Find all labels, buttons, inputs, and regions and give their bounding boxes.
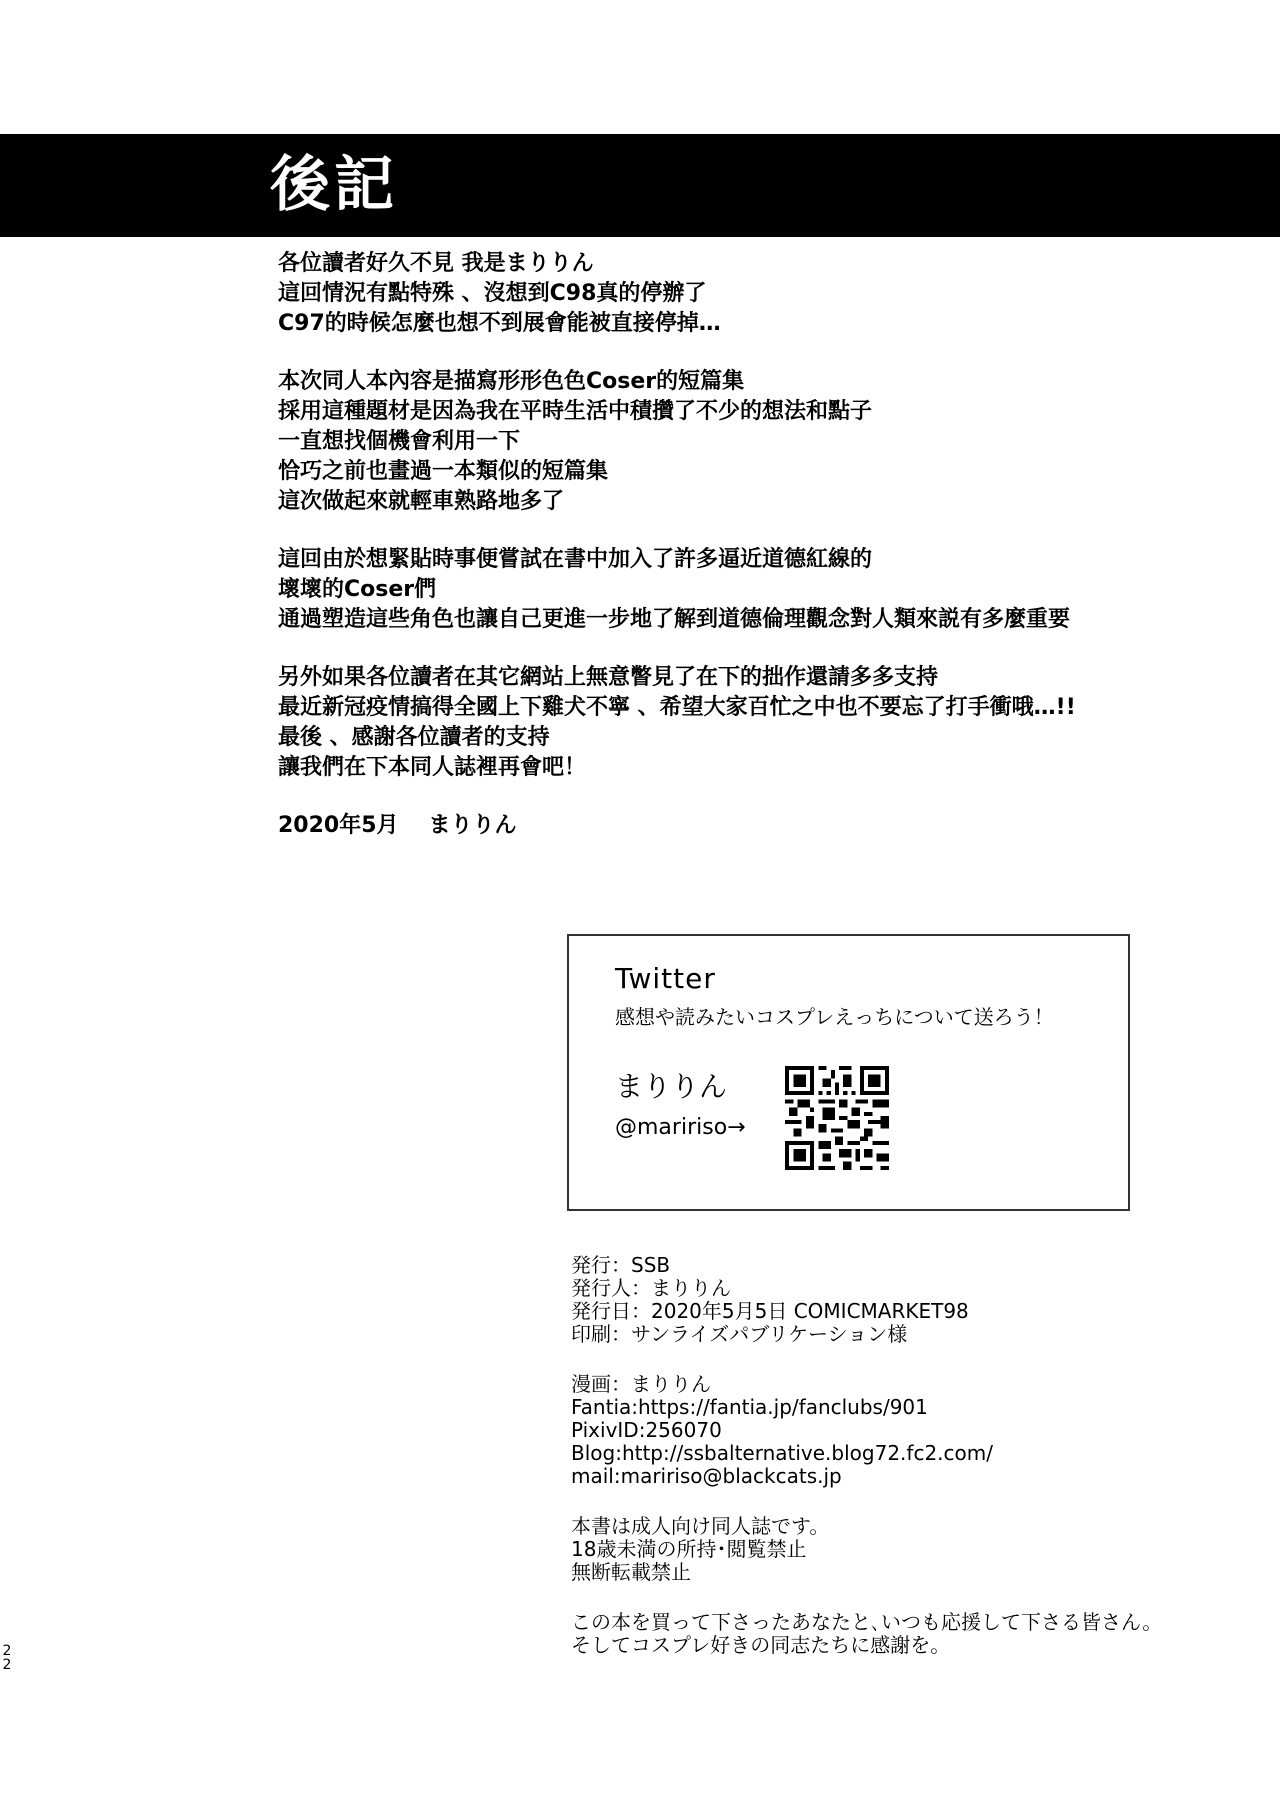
afterword-paragraph bbox=[278, 663, 1238, 783]
afterword-line: 這次做起來就輕車熟路地多了 bbox=[278, 489, 565, 514]
afterword-body bbox=[278, 249, 1238, 841]
twitter-subtitle: 感想や読みたいコスプレえっちについて送ろう！ bbox=[615, 1005, 1054, 1029]
afterword-paragraph bbox=[278, 367, 1238, 517]
afterword-line: C97的時候怎麼也想不到展會能被直接停掉… bbox=[278, 311, 721, 336]
colophon-line: この本を買って下さったあなたと､いつも応援して下さる皆さん。 bbox=[571, 1610, 1163, 1634]
afterword-line: 一直想找個機會利用一下 bbox=[278, 429, 521, 454]
fantia-link[interactable]: Fantia:https://fantia.jp/fanclubs/901 bbox=[571, 1395, 928, 1419]
afterword-line: 這回情況有點特殊 、沒想到C98真的停辦了 bbox=[278, 281, 707, 306]
afterword-line: 採用這種題材是因為我在平時生活中積攢了不少的想法和點子 bbox=[278, 399, 873, 424]
colophon-line: 18歳未満の所持･閲覧禁止 bbox=[571, 1537, 807, 1561]
colophon-line: 発行人：まりりん bbox=[571, 1276, 731, 1300]
afterword-line: 本次同人本內容是描寫形形色色Coser的短篇集 bbox=[278, 369, 745, 394]
pixiv-id: PixivID:256070 bbox=[571, 1418, 722, 1442]
adult-notice bbox=[571, 1515, 1251, 1584]
mail-link[interactable]: mail:maririso@blackcats.jp bbox=[571, 1464, 842, 1488]
afterword-line: 各位讀者好久不見 我是まりりん bbox=[278, 251, 594, 276]
colophon-line: 無断転載禁止 bbox=[571, 1560, 691, 1584]
colophon-line: 発行日：2020年5月5日 COMICMARKET98 bbox=[571, 1299, 969, 1323]
signature-author: まりりん bbox=[428, 813, 517, 838]
afterword-line: 通過塑造這些角色也讓自己更進一步地了解到道德倫理觀念對人類來説有多麼重要 bbox=[278, 607, 1071, 632]
afterword-line: 這回由於想緊貼時事便嘗試在書中加入了許多逼近道德紅線的 bbox=[278, 547, 873, 572]
afterword-paragraph bbox=[278, 249, 1238, 339]
blog-link[interactable]: Blog:http://ssbalternative.blog72.fc2.com/ bbox=[571, 1441, 993, 1465]
publication-info bbox=[571, 1254, 1251, 1346]
colophon bbox=[571, 1254, 1251, 1680]
colophon-line: そしてコスプレ好きの同志たちに感謝を。 bbox=[571, 1633, 951, 1657]
colophon-line: 漫画：まりりん bbox=[571, 1372, 711, 1396]
afterword-line: 最近新冠疫情搞得全國上下雞犬不寧 、希望大家百忙之中也不要忘了打手衝哦…!! bbox=[278, 695, 1076, 720]
page-number: 22 bbox=[2, 1643, 12, 1673]
afterword-line: 讓我們在下本同人誌裡再會吧！ bbox=[278, 755, 587, 780]
afterword-paragraph bbox=[278, 545, 1238, 635]
afterword-line: 壞壞的Coser們 bbox=[278, 577, 437, 602]
twitter-name: まりりん bbox=[615, 1070, 728, 1103]
twitter-heading: Twitter bbox=[615, 962, 716, 995]
page-title: 後記 bbox=[270, 150, 398, 220]
afterword-line: 另外如果各位讀者在其它網站上無意瞥見了在下的拙作還請多多支持 bbox=[278, 665, 939, 690]
twitter-handle-link[interactable]: @maririso→ bbox=[615, 1115, 746, 1140]
qr-code-icon[interactable] bbox=[785, 1066, 889, 1170]
afterword-signature bbox=[278, 811, 1238, 841]
afterword-line: 最後 、感謝各位讀者的支持 bbox=[278, 725, 550, 750]
afterword-line: 恰巧之前也畫過一本類似的短篇集 bbox=[278, 459, 609, 484]
colophon-line: 発行：SSB bbox=[571, 1253, 671, 1277]
artist-links bbox=[571, 1373, 1251, 1488]
signature-date: 2020年5月 bbox=[278, 813, 399, 838]
thanks-note bbox=[571, 1611, 1251, 1657]
colophon-line: 本書は成人向け同人誌です。 bbox=[571, 1514, 830, 1538]
title-band bbox=[0, 134, 1280, 237]
twitter-box bbox=[567, 934, 1130, 1211]
colophon-line: 印刷：サンライズパブリケーション様 bbox=[571, 1322, 908, 1346]
